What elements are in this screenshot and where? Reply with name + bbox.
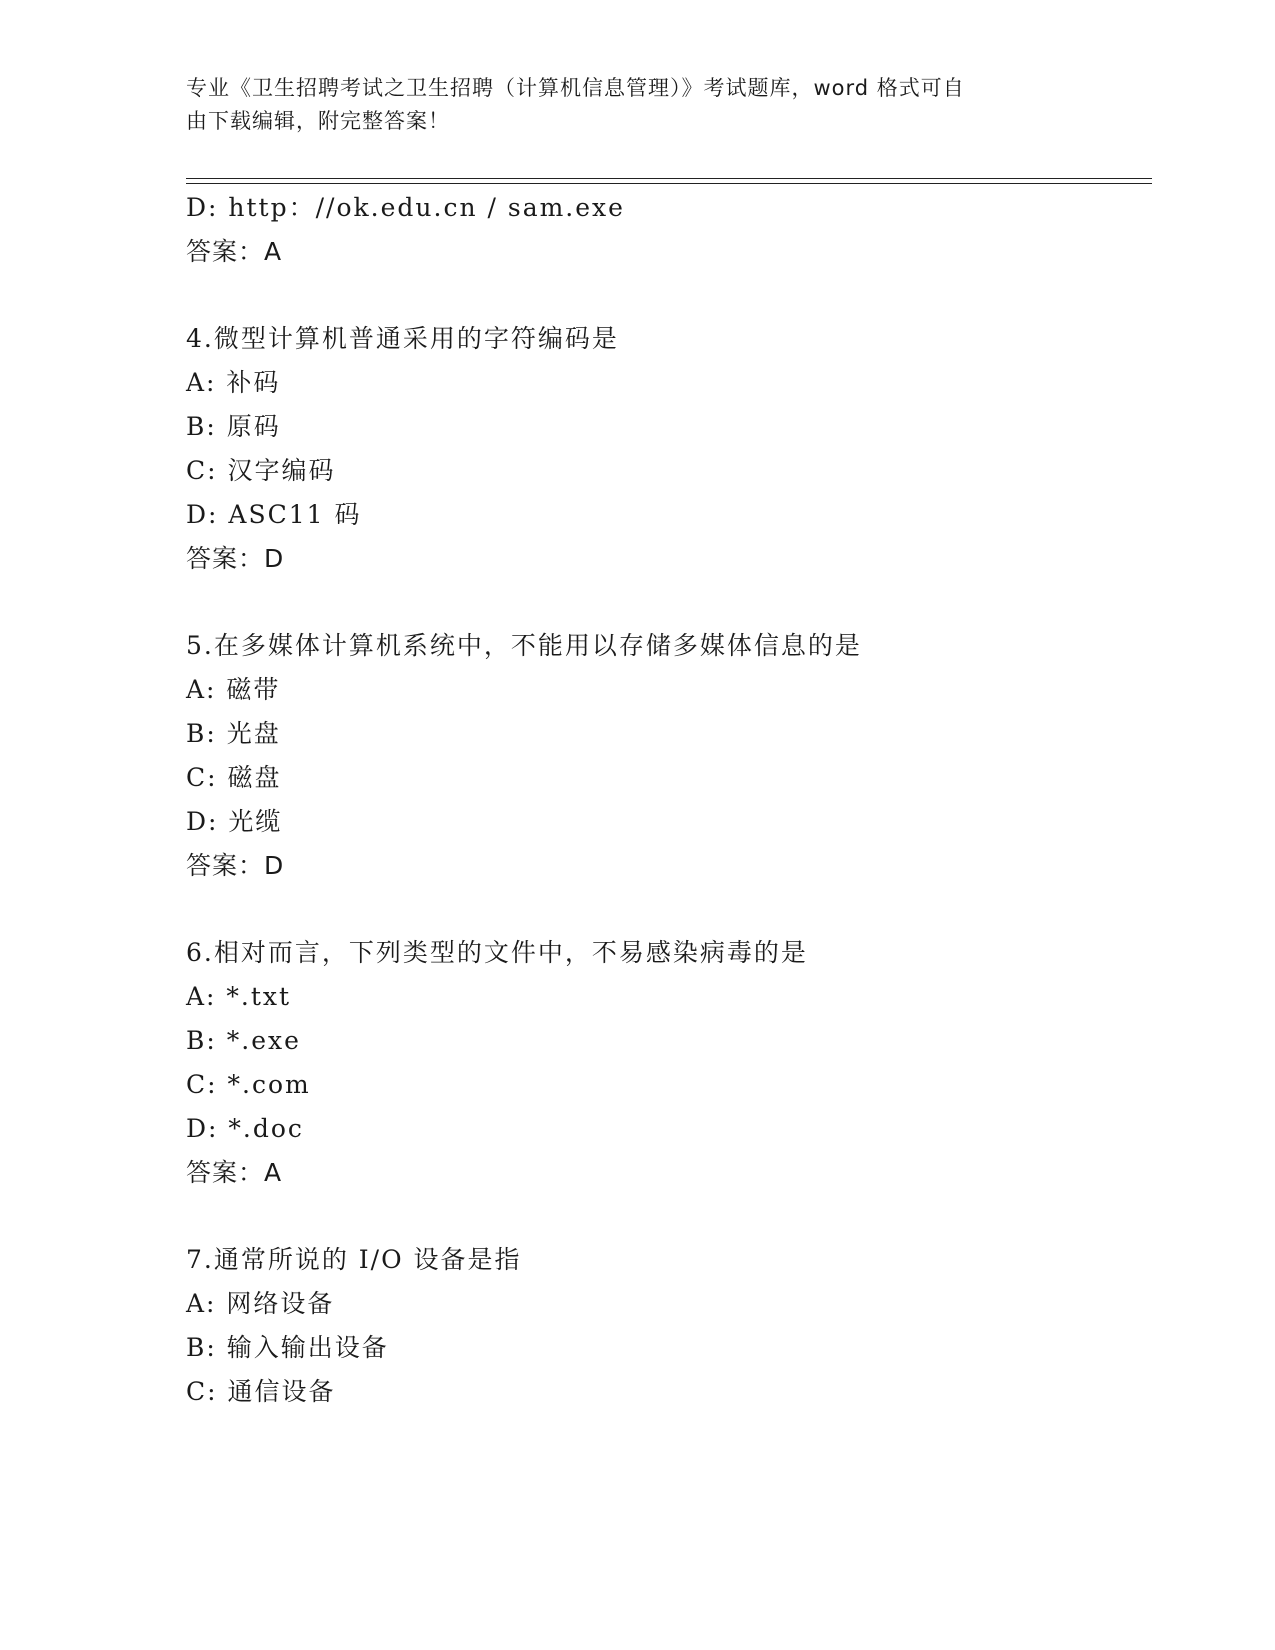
question-5-stem: 5.在多媒体计算机系统中，不能用以存储多媒体信息的是 bbox=[186, 631, 862, 660]
question-4-stem: 4.微型计算机普通采用的字符编码是 bbox=[186, 324, 619, 353]
question-7-option-b: B: 输入输出设备 bbox=[186, 1333, 389, 1362]
header-divider-top bbox=[186, 178, 1152, 179]
question-4-option-d: D: ASC11 码 bbox=[186, 500, 362, 529]
prev-question-answer: 答案：A bbox=[186, 237, 283, 266]
question-6-option-c: C: *.com bbox=[186, 1070, 311, 1099]
question-6-stem: 6.相对而言，下列类型的文件中，不易感染病毒的是 bbox=[186, 938, 808, 967]
question-5-option-c: C: 磁盘 bbox=[186, 763, 282, 792]
question-7-option-a: A: 网络设备 bbox=[186, 1289, 335, 1318]
header-divider-bottom bbox=[186, 183, 1152, 184]
question-4-answer: 答案：D bbox=[186, 544, 285, 573]
question-6-answer: 答案：A bbox=[186, 1158, 283, 1187]
question-5-option-d: D: 光缆 bbox=[186, 807, 283, 836]
question-4-option-c: C: 汉字编码 bbox=[186, 456, 336, 485]
question-6-option-a: A: *.txt bbox=[186, 982, 292, 1011]
question-5-option-a: A: 磁带 bbox=[186, 675, 281, 704]
header-line-1: 专业《卫生招聘考试之卫生招聘（计算机信息管理）》考试题库，word 格式可自 bbox=[186, 76, 965, 100]
question-6-option-d: D: *.doc bbox=[186, 1114, 304, 1143]
question-4-option-b: B: 原码 bbox=[186, 412, 281, 441]
question-5-option-b: B: 光盘 bbox=[186, 719, 281, 748]
document-header bbox=[186, 72, 1066, 138]
question-7-option-c: C: 通信设备 bbox=[186, 1377, 336, 1406]
header-line-2: 由下载编辑，附完整答案！ bbox=[186, 109, 450, 133]
question-7-stem: 7.通常所说的 I/O 设备是指 bbox=[186, 1245, 522, 1274]
question-4-option-a: A: 补码 bbox=[186, 368, 281, 397]
question-6-option-b: B: *.exe bbox=[186, 1026, 301, 1055]
question-5-answer: 答案：D bbox=[186, 851, 285, 880]
prev-question-option-d: D: http：//ok.edu.cn / sam.exe bbox=[186, 193, 625, 222]
